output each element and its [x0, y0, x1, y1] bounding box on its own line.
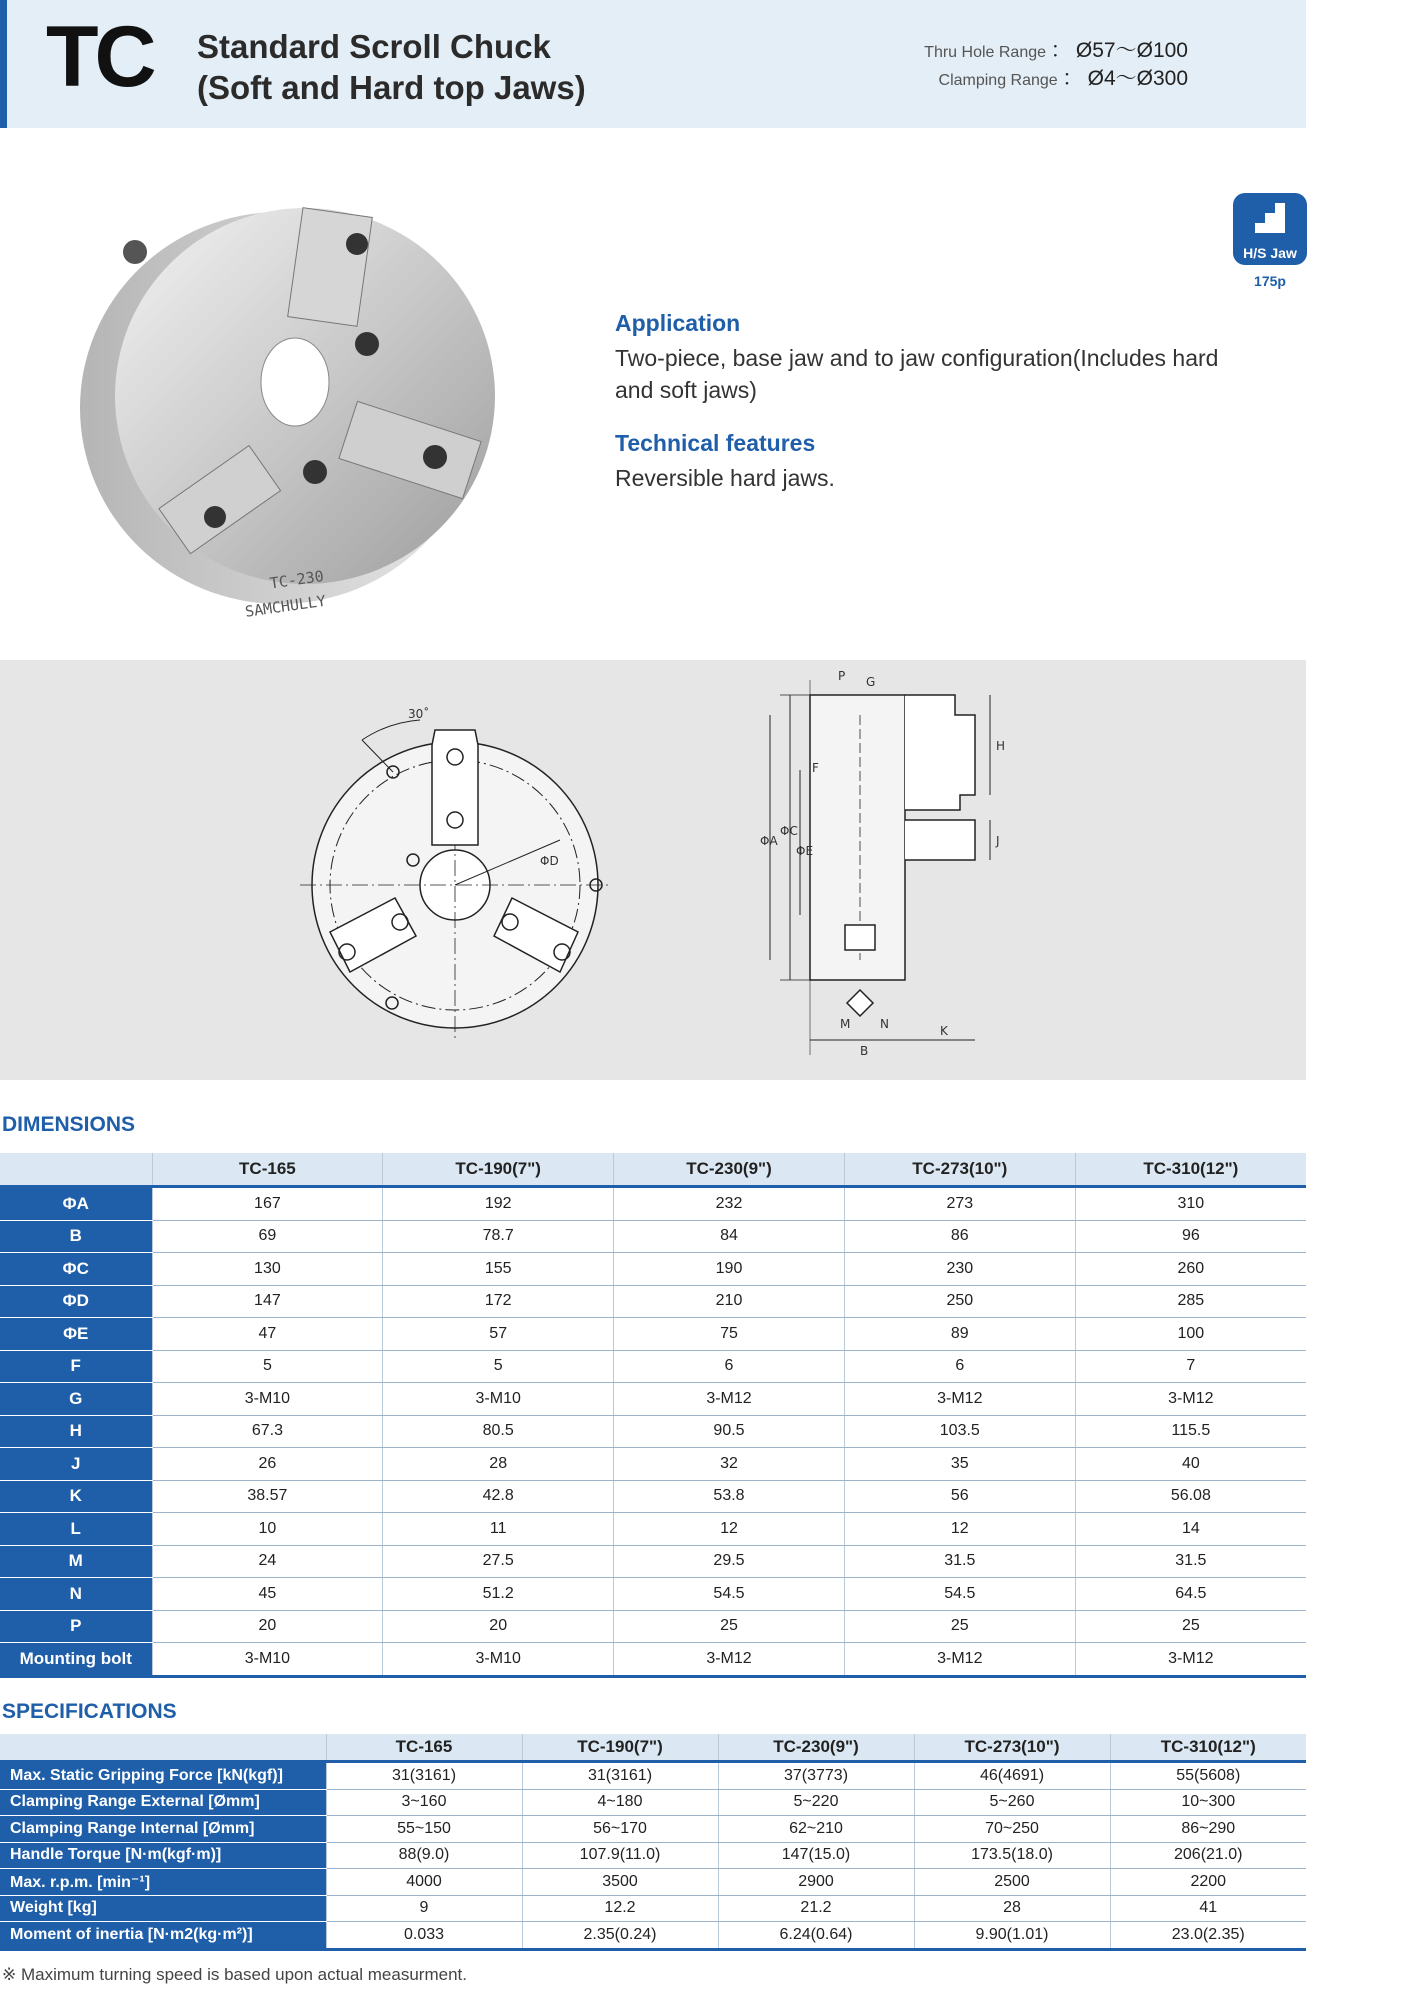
table-cell: 78.7: [383, 1220, 614, 1253]
table-cell: 27.5: [383, 1545, 614, 1578]
table-cell: 96: [1075, 1220, 1306, 1253]
badge-page-ref[interactable]: 175p: [1254, 273, 1286, 289]
dim-label-h: H: [996, 739, 1006, 753]
chuck-bore: [261, 338, 329, 426]
column-header: TC-190(7"): [383, 1153, 614, 1187]
jaw-bolt-icon: [355, 332, 379, 356]
table-cell: 3~160: [326, 1789, 522, 1816]
application-heading: Application: [615, 310, 741, 336]
table-row: [0, 1253, 1306, 1286]
specifications-header-row: [0, 1734, 1306, 1762]
table-cell: 5~260: [914, 1789, 1110, 1816]
header-accent-bar: [0, 0, 7, 128]
table-cell: 3-M10: [383, 1383, 614, 1416]
dim-label-j: J: [996, 834, 1000, 848]
table-cell: 62~210: [718, 1816, 914, 1843]
row-label: J: [0, 1448, 152, 1481]
table-cell: 88(9.0): [326, 1842, 522, 1869]
table-row: [0, 1187, 1306, 1221]
table-cell: 90.5: [614, 1415, 845, 1448]
table-cell: 35: [844, 1448, 1075, 1481]
jaw-bolt-icon: [346, 233, 368, 255]
table-row: [0, 1545, 1306, 1578]
engraving-model: TC-230: [268, 567, 325, 593]
technical-text: Reversible hard jaws.: [615, 465, 835, 491]
column-header: TC-230(9"): [718, 1734, 914, 1762]
jaw-bolt-icon: [204, 506, 226, 528]
table-cell: 24: [152, 1545, 383, 1578]
table-cell: 14: [1075, 1513, 1306, 1546]
table-cell: 46(4691): [914, 1762, 1110, 1790]
table-cell: 2200: [1110, 1869, 1306, 1896]
table-row: [0, 1922, 1306, 1950]
header-banner: [0, 0, 1306, 128]
dim-label-m: M: [840, 1017, 851, 1031]
row-label: N: [0, 1578, 152, 1611]
table-cell: 273: [844, 1187, 1075, 1221]
table-cell: 56.08: [1075, 1480, 1306, 1513]
table-cell: 56~170: [522, 1816, 718, 1843]
table-cell: 147(15.0): [718, 1842, 914, 1869]
specifications-title: SPECIFICATIONS: [2, 1700, 177, 1723]
table-cell: 190: [614, 1253, 845, 1286]
row-label: B: [0, 1220, 152, 1253]
technical-drawing-panel: [0, 660, 1306, 1080]
table-cell: 28: [914, 1895, 1110, 1922]
row-label: G: [0, 1383, 152, 1416]
column-header: TC-310(12"): [1110, 1734, 1306, 1762]
table-row: [0, 1415, 1306, 1448]
table-cell: 70~250: [914, 1816, 1110, 1843]
table-row: [0, 1578, 1306, 1611]
table-row: [0, 1643, 1306, 1677]
row-label: H: [0, 1415, 152, 1448]
table-cell: 232: [614, 1187, 845, 1221]
column-header: TC-310(12"): [1075, 1153, 1306, 1187]
table-cell: 4000: [326, 1869, 522, 1896]
table-cell: 172: [383, 1285, 614, 1318]
table-row: [0, 1816, 1306, 1843]
table-cell: 206(21.0): [1110, 1842, 1306, 1869]
row-label: K: [0, 1480, 152, 1513]
table-cell: 2.35(0.24): [522, 1922, 718, 1950]
row-label: Weight [kg]: [0, 1895, 326, 1922]
table-cell: 6.24(0.64): [718, 1922, 914, 1950]
table-row: [0, 1448, 1306, 1481]
specifications-table: [0, 1734, 1306, 1951]
table-cell: 310: [1075, 1187, 1306, 1221]
table-row: [0, 1480, 1306, 1513]
table-cell: 3-M12: [614, 1383, 845, 1416]
table-cell: 5~220: [718, 1789, 914, 1816]
upper-jaw: [288, 208, 373, 327]
table-cell: 69: [152, 1220, 383, 1253]
dim-label-f: F: [812, 761, 819, 775]
row-label: F: [0, 1350, 152, 1383]
jaw-bolt-icon: [303, 460, 327, 484]
row-label: Handle Torque [N·m(kgf·m)]: [0, 1842, 326, 1869]
dimensions-header-row: [0, 1153, 1306, 1187]
mount-hole-icon: [123, 240, 147, 264]
range-info: [924, 38, 1188, 94]
table-cell: 9.90(1.01): [914, 1922, 1110, 1950]
table-cell: 0.033: [326, 1922, 522, 1950]
row-label: Moment of inertia [N·m2(kg·m²)]: [0, 1922, 326, 1950]
table-cell: 75: [614, 1318, 845, 1351]
table-cell: 3-M10: [152, 1643, 383, 1677]
table-cell: 2500: [914, 1869, 1110, 1896]
table-cell: 37(3773): [718, 1762, 914, 1790]
hs-jaw-badge[interactable]: [1233, 193, 1307, 265]
table-cell: 100: [1075, 1318, 1306, 1351]
table-cell: 41: [1110, 1895, 1306, 1922]
row-label: Mounting bolt: [0, 1643, 152, 1677]
table-cell: 86: [844, 1220, 1075, 1253]
table-cell: 6: [844, 1350, 1075, 1383]
table-row: [0, 1895, 1306, 1922]
table-cell: 84: [614, 1220, 845, 1253]
table-cell: 86~290: [1110, 1816, 1306, 1843]
column-header: TC-165: [326, 1734, 522, 1762]
table-row: [0, 1842, 1306, 1869]
row-label: Max. Static Gripping Force [kN(kgf)]: [0, 1762, 326, 1790]
table-cell: 250: [844, 1285, 1075, 1318]
table-cell: 54.5: [614, 1578, 845, 1611]
table-cell: 80.5: [383, 1415, 614, 1448]
table-cell: 29.5: [614, 1545, 845, 1578]
table-cell: 57: [383, 1318, 614, 1351]
table-cell: 31(3161): [326, 1762, 522, 1790]
row-label: M: [0, 1545, 152, 1578]
side-view-jaw: [905, 695, 975, 810]
product-photo: [65, 182, 525, 622]
table-row: [0, 1762, 1306, 1790]
dim-label-a: ΦA: [760, 834, 778, 848]
table-cell: 20: [383, 1610, 614, 1643]
table-cell: 230: [844, 1253, 1075, 1286]
table-cell: 54.5: [844, 1578, 1075, 1611]
dim-label-k: K: [940, 1024, 948, 1038]
table-cell: 55(5608): [1110, 1762, 1306, 1790]
product-title: [197, 26, 586, 108]
dim-label-p: P: [838, 669, 846, 683]
title-line-2: (Soft and Hard top Jaws): [197, 69, 586, 106]
table-cell: 53.8: [614, 1480, 845, 1513]
table-cell: 31.5: [1075, 1545, 1306, 1578]
column-header: TC-273(10"): [914, 1734, 1110, 1762]
row-label: P: [0, 1610, 152, 1643]
table-cell: 40: [1075, 1448, 1306, 1481]
table-row: [0, 1383, 1306, 1416]
table-cell: 25: [844, 1610, 1075, 1643]
technical-drawing: [0, 660, 1306, 1080]
table-cell: 3500: [522, 1869, 718, 1896]
table-row: [0, 1869, 1306, 1896]
table-cell: 47: [152, 1318, 383, 1351]
table-cell: 4~180: [522, 1789, 718, 1816]
table-cell: 147: [152, 1285, 383, 1318]
table-cell: 55~150: [326, 1816, 522, 1843]
table-cell: 9: [326, 1895, 522, 1922]
table-cell: 67.3: [152, 1415, 383, 1448]
column-header: TC-190(7"): [522, 1734, 718, 1762]
table-cell: 21.2: [718, 1895, 914, 1922]
title-line-1: Standard Scroll Chuck: [197, 28, 551, 65]
table-cell: 155: [383, 1253, 614, 1286]
table-cell: 210: [614, 1285, 845, 1318]
table-cell: 3-M12: [1075, 1643, 1306, 1677]
row-label: ΦA: [0, 1187, 152, 1221]
table-cell: 3-M10: [383, 1643, 614, 1677]
table-cell: 12.2: [522, 1895, 718, 1922]
table-cell: 12: [844, 1513, 1075, 1546]
table-cell: 3-M10: [152, 1383, 383, 1416]
table-cell: 26: [152, 1448, 383, 1481]
table-cell: 173.5(18.0): [914, 1842, 1110, 1869]
table-cell: 2900: [718, 1869, 914, 1896]
table-row: [0, 1350, 1306, 1383]
table-cell: 89: [844, 1318, 1075, 1351]
table-cell: 5: [152, 1350, 383, 1383]
application-text: Two-piece, base jaw and to jaw configuration(Includes hard and soft jaws): [615, 345, 1219, 403]
table-cell: 31.5: [844, 1545, 1075, 1578]
table-cell: 5: [383, 1350, 614, 1383]
technical-heading: Technical features: [615, 430, 816, 456]
model-code: TC: [46, 9, 153, 105]
table-cell: 6: [614, 1350, 845, 1383]
table-cell: 11: [383, 1513, 614, 1546]
table-cell: 28: [383, 1448, 614, 1481]
dim-label-b: B: [860, 1044, 869, 1058]
row-label: Clamping Range Internal [Ømm]: [0, 1816, 326, 1843]
dim-label-c: ΦC: [780, 824, 798, 838]
angle-label: 30˚: [408, 707, 430, 721]
table-row: [0, 1513, 1306, 1546]
column-header: TC-230(9"): [614, 1153, 845, 1187]
table-cell: 3-M12: [614, 1643, 845, 1677]
table-cell: 103.5: [844, 1415, 1075, 1448]
dim-label-g: G: [866, 675, 876, 689]
table-row: [0, 1318, 1306, 1351]
row-label: L: [0, 1513, 152, 1546]
column-header: TC-273(10"): [844, 1153, 1075, 1187]
table-cell: 20: [152, 1610, 383, 1643]
table-row: [0, 1789, 1306, 1816]
table-cell: 3-M12: [844, 1643, 1075, 1677]
dimensions-table: [0, 1153, 1306, 1678]
table-cell: 10~300: [1110, 1789, 1306, 1816]
table-cell: 56: [844, 1480, 1075, 1513]
clamping-range: Clamping Range ： Ø4～Ø300: [938, 67, 1188, 90]
dim-label-e: ΦE: [796, 844, 814, 858]
table-cell: 32: [614, 1448, 845, 1481]
engraving-brand: SAMCHULLY: [243, 591, 327, 621]
table-cell: 3-M12: [844, 1383, 1075, 1416]
table-cell: 130: [152, 1253, 383, 1286]
table-row: [0, 1610, 1306, 1643]
badge-label: H/S Jaw: [1243, 245, 1297, 261]
table-cell: 12: [614, 1513, 845, 1546]
row-label: Clamping Range External [Ømm]: [0, 1789, 326, 1816]
table-cell: 45: [152, 1578, 383, 1611]
dim-label-d: ΦD: [540, 854, 559, 868]
table-cell: 10: [152, 1513, 383, 1546]
table-cell: 115.5: [1075, 1415, 1306, 1448]
row-label: Max. r.p.m. [min⁻¹]: [0, 1869, 326, 1896]
stair-icon: [1233, 193, 1307, 245]
thru-hole-range: Thru Hole Range ： Ø57～Ø100: [924, 39, 1188, 62]
footnote: ※ Maximum turning speed is based upon actual measurment.: [2, 1965, 467, 1984]
table-cell: 25: [1075, 1610, 1306, 1643]
table-cell: 285: [1075, 1285, 1306, 1318]
table-cell: 31(3161): [522, 1762, 718, 1790]
table-cell: 23.0(2.35): [1110, 1922, 1306, 1950]
table-cell: 192: [383, 1187, 614, 1221]
column-header: TC-165: [152, 1153, 383, 1187]
table-cell: 7: [1075, 1350, 1306, 1383]
dim-label-n: N: [880, 1017, 889, 1031]
table-cell: 38.57: [152, 1480, 383, 1513]
table-row: [0, 1220, 1306, 1253]
table-cell: 260: [1075, 1253, 1306, 1286]
jaw-bolt-icon: [423, 445, 447, 469]
table-cell: 25: [614, 1610, 845, 1643]
table-cell: 64.5: [1075, 1578, 1306, 1611]
table-cell: 107.9(11.0): [522, 1842, 718, 1869]
table-row: [0, 1285, 1306, 1318]
dimensions-title: DIMENSIONS: [2, 1113, 136, 1136]
table-cell: 3-M12: [1075, 1383, 1306, 1416]
table-cell: 51.2: [383, 1578, 614, 1611]
table-cell: 167: [152, 1187, 383, 1221]
wrench-square-icon: [847, 990, 873, 1016]
row-label: ΦD: [0, 1285, 152, 1318]
row-label: ΦE: [0, 1318, 152, 1351]
row-label: ΦC: [0, 1253, 152, 1286]
table-cell: 42.8: [383, 1480, 614, 1513]
